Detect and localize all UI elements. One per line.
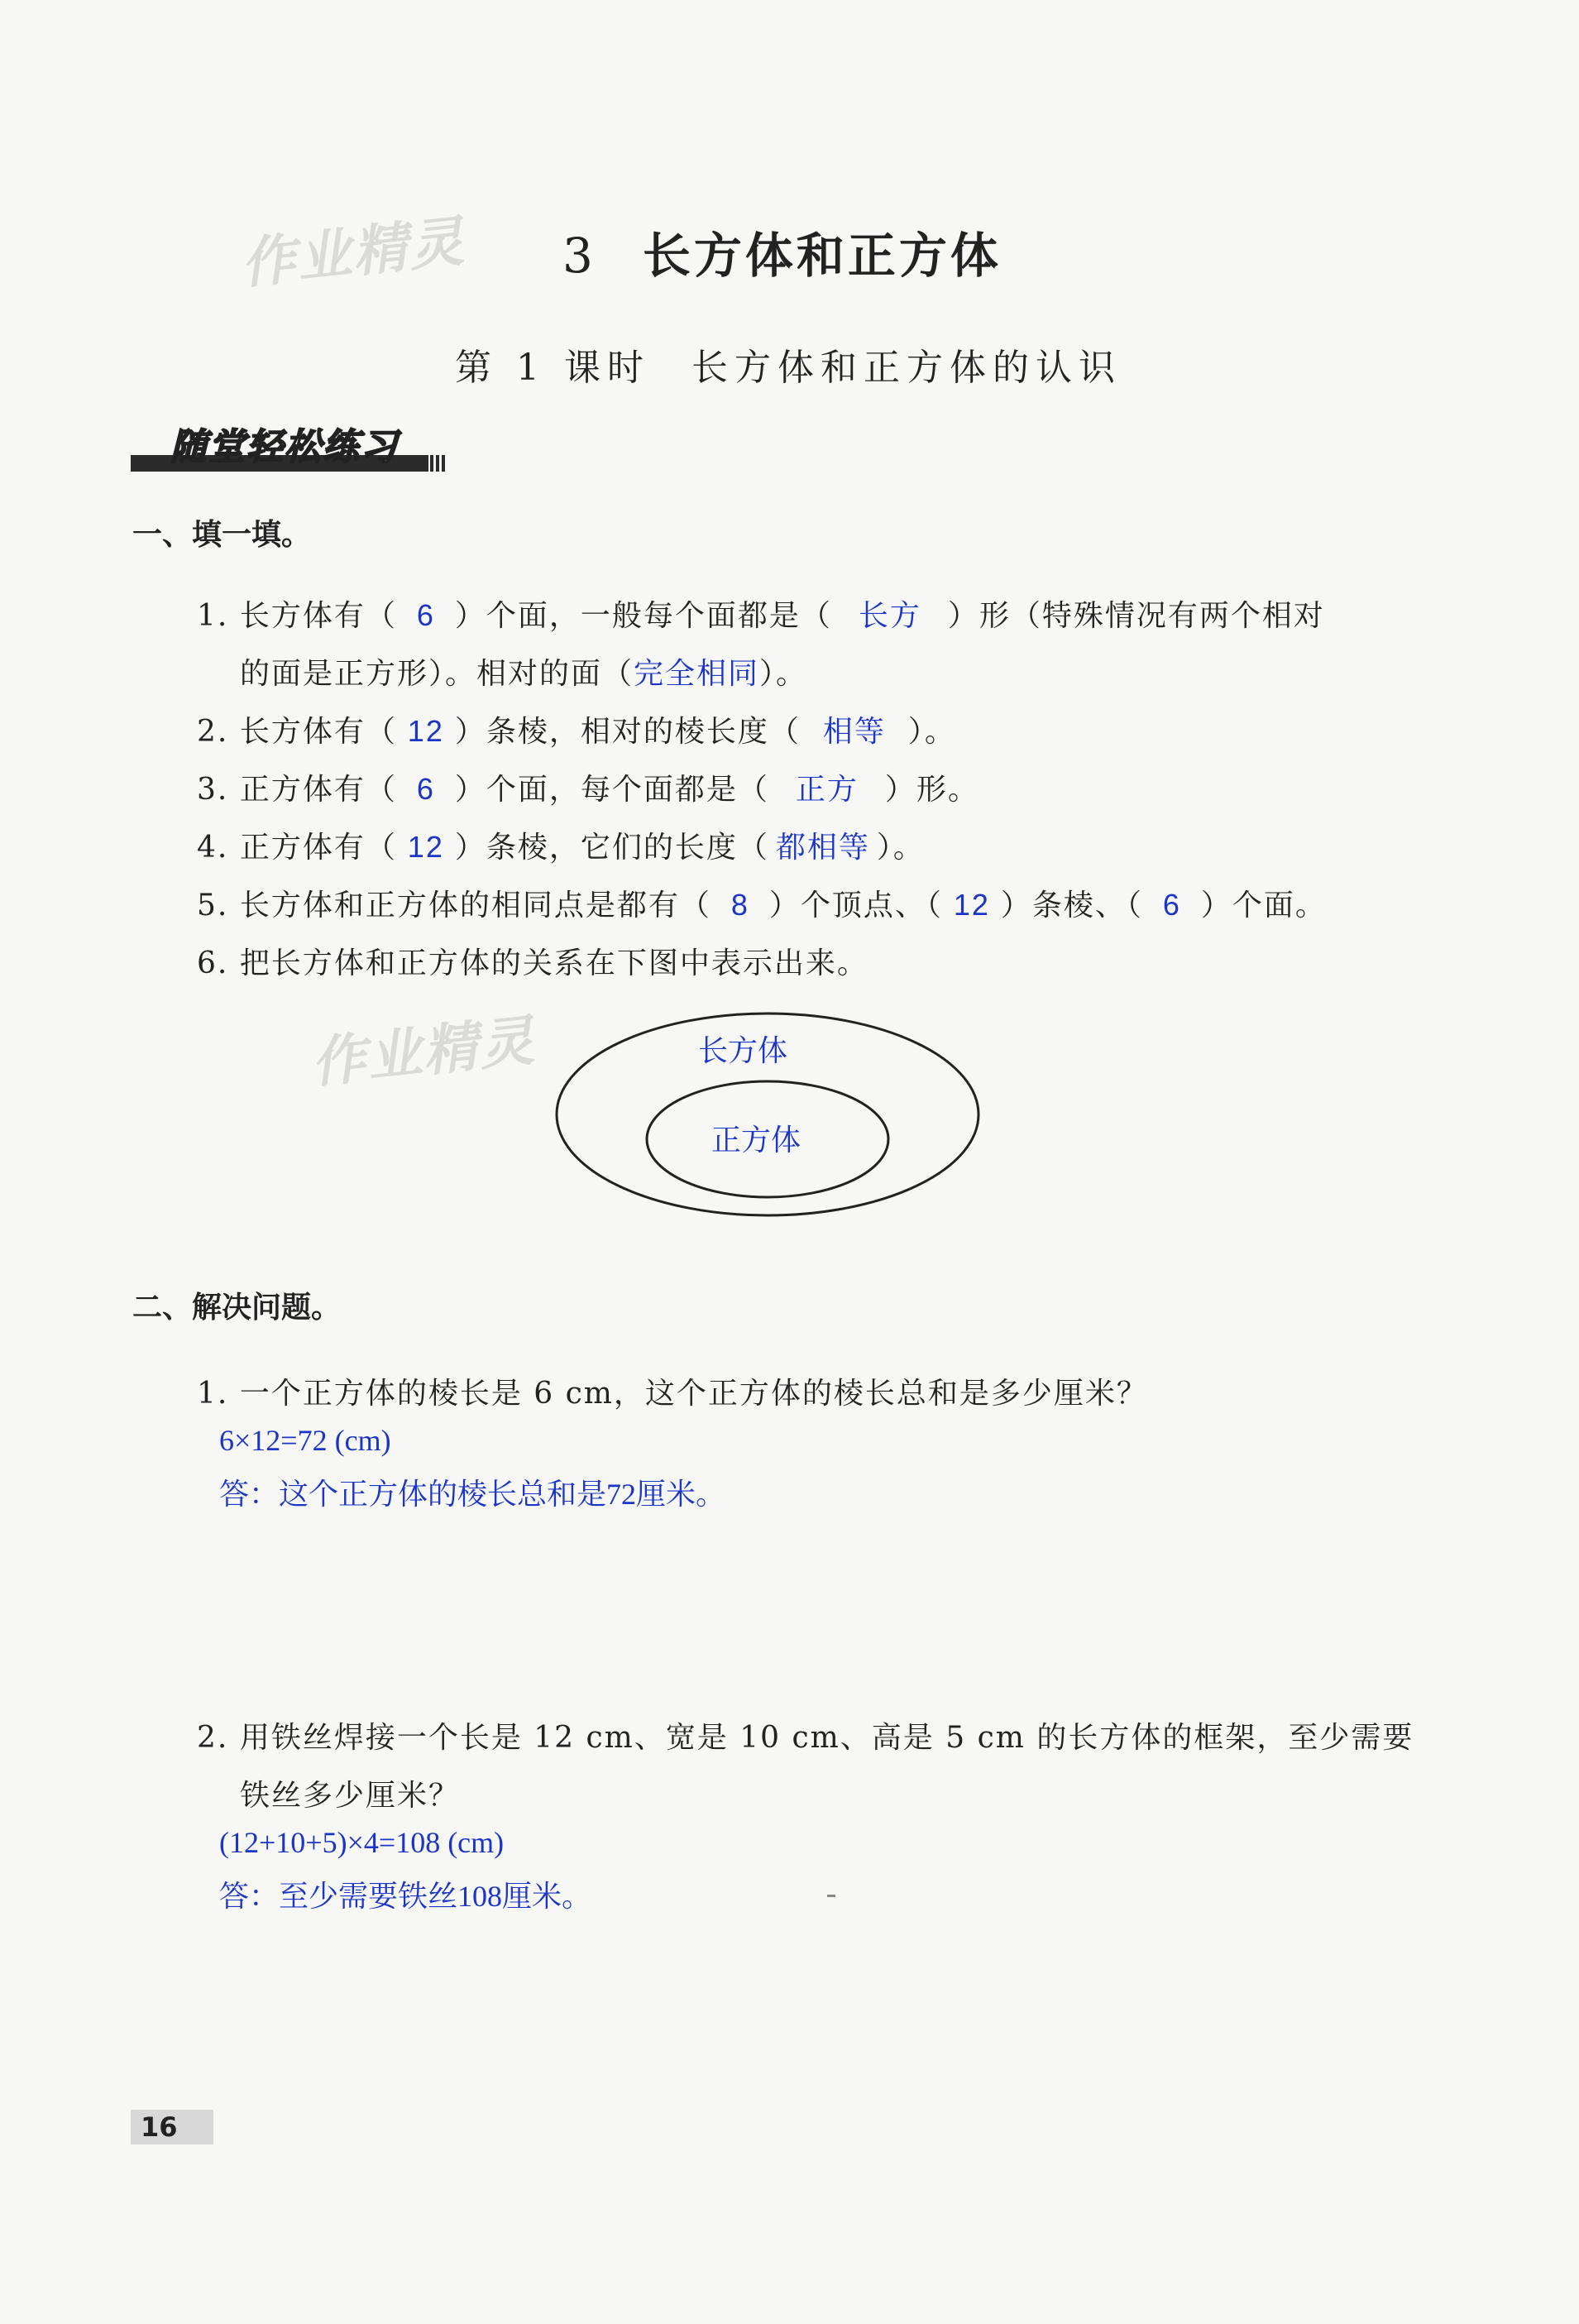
answer: 长方 bbox=[858, 598, 921, 632]
question-number: 5. bbox=[197, 889, 229, 922]
question-text: 正方体有（ bbox=[239, 773, 397, 807]
venn-diagram bbox=[554, 1011, 984, 1218]
question-number: 2. bbox=[197, 1721, 229, 1755]
question-text: 长方体有（ bbox=[239, 715, 397, 749]
fill-question-1-cont bbox=[240, 650, 807, 692]
solve-question-1 bbox=[197, 1370, 1148, 1412]
stray-mark bbox=[827, 1895, 835, 1897]
practice-banner bbox=[131, 422, 445, 482]
question-text: ）个面，一般每个面都是（ bbox=[454, 599, 832, 633]
venn-outer-label: 长方体 bbox=[697, 1033, 788, 1067]
fill-question-3 bbox=[197, 766, 979, 808]
question-number: 4. bbox=[197, 831, 229, 865]
solve-question-2-cont: 铁丝多少厘米？ bbox=[240, 1779, 461, 1813]
chapter-number: 3 bbox=[562, 228, 596, 284]
lesson-label: 第 1 课时 bbox=[455, 347, 650, 389]
page-number: 16 bbox=[131, 2110, 213, 2144]
question-text: ）个面，每个面都是（ bbox=[454, 773, 769, 807]
question-text: ）个顶点、（ bbox=[768, 889, 943, 922]
watermark: 作业精灵 bbox=[237, 208, 468, 296]
question-text: ）条棱，相对的棱长度（ bbox=[454, 715, 801, 749]
question-text: 一个正方体的棱长是 6 cm，这个正方体的棱长总和是多少厘米？ bbox=[239, 1377, 1148, 1411]
answer: 6 bbox=[416, 598, 435, 632]
question-text: 用铁丝焊接一个长是 12 cm、宽是 10 cm、高是 5 cm 的长方体的框架，至少需要 bbox=[239, 1721, 1414, 1755]
question-text: 的面是正方形）。相对的面（ bbox=[240, 657, 634, 691]
fill-question-1 bbox=[197, 592, 1325, 635]
question-text: ）个面。 bbox=[1200, 889, 1327, 922]
solve-work-1: 6×12=72 (cm) bbox=[219, 1424, 391, 1457]
answer: 12 bbox=[953, 888, 990, 922]
banner-stripes bbox=[430, 455, 447, 472]
question-number: 3. bbox=[197, 773, 229, 807]
lesson-title-text: 长方体和正方体的认识 bbox=[691, 347, 1122, 389]
answer: 6 bbox=[416, 772, 435, 806]
fill-question-4 bbox=[197, 824, 925, 866]
question-text: 正方体有（ bbox=[239, 831, 397, 865]
question-text: 把长方体和正方体的关系在下图中表示出来。 bbox=[239, 946, 868, 980]
answer: 6 bbox=[1162, 888, 1181, 922]
question-number: 1. bbox=[197, 1377, 229, 1411]
fill-question-2 bbox=[197, 708, 956, 750]
answer: 正方 bbox=[795, 772, 859, 806]
watermark: 作业精灵 bbox=[308, 1008, 538, 1095]
question-number: 2. bbox=[197, 715, 229, 749]
question-text: ）形（特殊情况有两个相对 bbox=[947, 599, 1325, 633]
solve-answer-1: 答：这个正方体的棱长总和是72厘米。 bbox=[219, 1478, 726, 1511]
question-text: ）形。 bbox=[884, 773, 979, 807]
solve-question-2 bbox=[197, 1714, 1414, 1756]
question-text: ）条棱，它们的长度（ bbox=[454, 831, 769, 865]
solve-answer-2: 答：至少需要铁丝108厘米。 bbox=[219, 1880, 592, 1913]
question-number: 1. bbox=[197, 599, 229, 633]
question-text: ）。 bbox=[907, 715, 956, 749]
answer: 完全相同 bbox=[634, 656, 760, 690]
question-text: ）。 bbox=[759, 657, 808, 691]
question-text: 长方体和正方体的相同点是都有（ bbox=[239, 889, 711, 922]
banner-text: 随堂轻松练习 bbox=[170, 426, 399, 468]
chapter-title-text: 长方体和正方体 bbox=[642, 228, 1002, 284]
answer: 12 bbox=[407, 830, 444, 864]
fill-question-6 bbox=[197, 940, 868, 982]
section-heading-fill: 一、填一填。 bbox=[132, 518, 312, 552]
answer: 相等 bbox=[822, 714, 886, 748]
fill-question-5 bbox=[197, 882, 1327, 924]
venn-inner-label: 正方体 bbox=[711, 1123, 801, 1157]
answer: 都相等 bbox=[775, 830, 870, 864]
section-heading-solve: 二、解决问题。 bbox=[132, 1291, 342, 1325]
chapter-title bbox=[562, 217, 1002, 286]
question-text: 长方体有（ bbox=[239, 599, 397, 633]
question-text: ）。 bbox=[876, 831, 925, 865]
lesson-title bbox=[455, 338, 1122, 391]
question-text: ）条棱、（ bbox=[1000, 889, 1143, 922]
solve-work-2: (12+10+5)×4=108 (cm) bbox=[219, 1826, 505, 1859]
question-number: 6. bbox=[197, 946, 229, 980]
answer: 12 bbox=[407, 714, 444, 748]
answer: 8 bbox=[730, 888, 749, 922]
